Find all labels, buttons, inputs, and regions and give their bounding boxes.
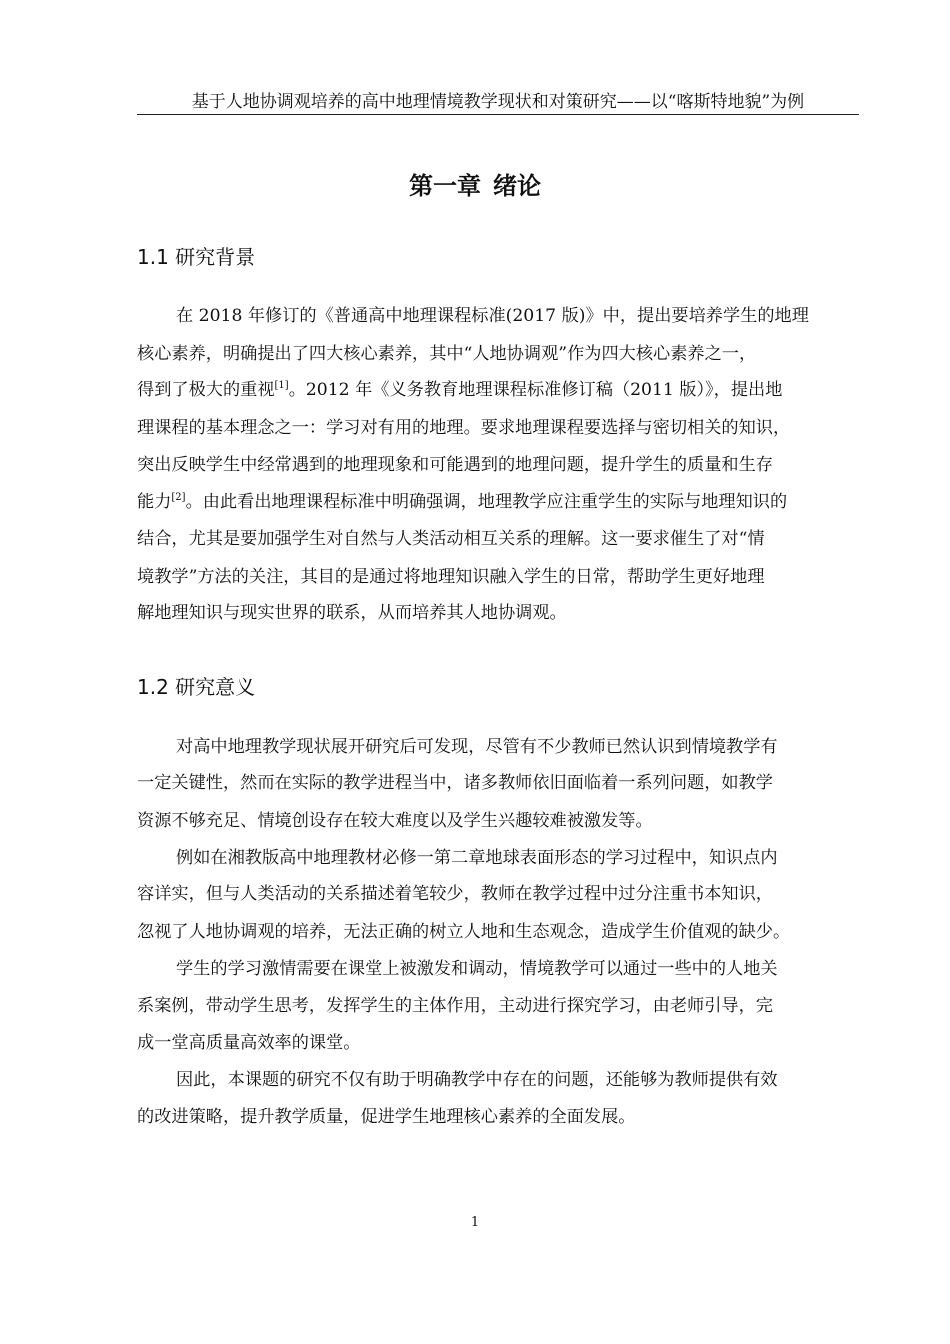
- chapter-title: [0, 169, 950, 203]
- paragraph-line: 理课程的基本理念之一：学习对有用的地理。要求地理课程要选择与密切相关的知识，: [137, 418, 791, 438]
- paragraph-line: 成一堂高质量高效率的课堂。: [137, 1033, 361, 1053]
- page-number: 1: [470, 1215, 480, 1230]
- paragraph-line: 境教学”方法的关注，其目的是通过将地理知识融入学生的日常，帮助学生更好地理: [137, 567, 765, 587]
- section-heading-1-1: 1.1 研究背景: [137, 245, 256, 269]
- section-heading-1-2: 1.2 研究意义: [137, 675, 256, 699]
- paragraph-line: 系案例，带动学生思考，发挥学生的主体作用，主动进行探究学习，由老师引导，完: [137, 996, 773, 1016]
- paragraph-line: 的改进策略，提升教学质量，促进学生地理核心素养的全面发展。: [137, 1107, 636, 1127]
- chapter-name: 绪论: [493, 172, 541, 200]
- line-text: 能力: [137, 492, 172, 512]
- paragraph-line: 对高中地理教学现状展开研究后可发现，尽管有不少教师已然认识到情境教学有: [176, 737, 778, 757]
- paragraph-line: [137, 378, 782, 402]
- paragraph-line: 核心素养，明确提出了四大核心素养，其中“人地协调观”作为四大核心素养之一，: [137, 344, 757, 364]
- paragraph-line: [137, 490, 787, 514]
- line-text: 。2012 年《义务教育地理课程标准修订稿（2011 版）》，提出地: [288, 380, 783, 400]
- paragraph-line: 一定关键性，然而在实际的教学进程当中，诸多教师依旧面临着一系列问题，如教学: [137, 773, 773, 793]
- paragraph-line: 解地理知识与现实世界的联系，从而培养其人地协调观。: [137, 603, 567, 623]
- paragraph-line: 突出反映学生中经常遇到的地理现象和可能遇到的地理问题，提升学生的质量和生存: [137, 455, 773, 475]
- paragraph-line: 资源不够充足、情境创设存在较大难度以及学生兴趣较难被激发等。: [137, 811, 653, 831]
- running-header: 基于人地协调观培养的高中地理情境教学现状和对策研究——以“喀斯特地貌”为例: [191, 92, 805, 112]
- line-text: 得到了极大的重视: [137, 380, 275, 400]
- line-text: 。由此看出地理课程标准中明确强调，地理教学应注重学生的实际与地理知识的: [185, 492, 788, 512]
- paragraph-line: 结合，尤其是要加强学生对自然与人类活动相互关系的理解。这一要求催生了对“情: [137, 529, 765, 549]
- header-rule: [137, 114, 859, 115]
- paragraph-line: 因此，本课题的研究不仅有助于明确教学中存在的问题，还能够为教师提供有效: [176, 1070, 778, 1090]
- paragraph-line: 学生的学习激情需要在课堂上被激发和调动，情境教学可以通过一些中的人地关: [176, 959, 778, 979]
- paragraph-line: 忽视了人地协调观的培养，无法正确的树立人地和生态观念，造成学生价值观的缺少。: [137, 922, 791, 942]
- citation-ref[interactable]: [1]: [274, 380, 289, 391]
- citation-ref[interactable]: [2]: [171, 492, 186, 503]
- paragraph-line: 例如在湘教版高中地理教材必修一第二章地球表面形态的学习过程中，知识点内: [176, 848, 778, 868]
- paragraph-line: 在 2018 年修订的《普通高中地理课程标准(2017 版)》中，提出要培养学生的地理: [176, 306, 809, 326]
- paragraph-line: 容详实，但与人类活动的关系描述着笔较少，教师在教学过程中过分注重书本知识，: [137, 884, 773, 904]
- chapter-number: 第一章: [409, 172, 481, 200]
